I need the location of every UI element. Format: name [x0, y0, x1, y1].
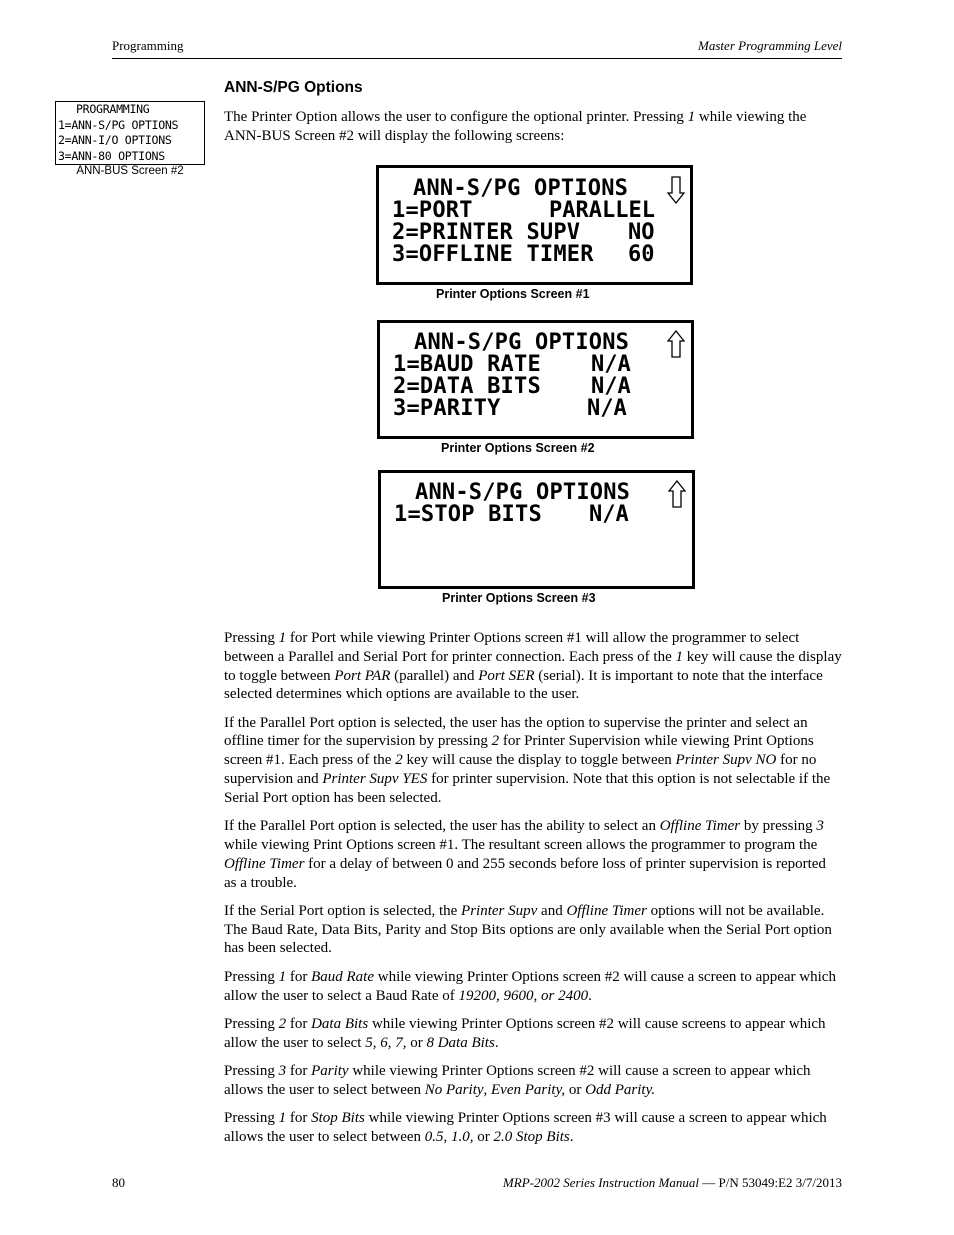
- text-run: while viewing Printer Options screen #2 will cause screens to appear which allow the user to select: [224, 1015, 826, 1051]
- side-lcd-line: 1=ANN-S/PG OPTIONS: [58, 117, 179, 132]
- text-run: Stop Bits: [311, 1110, 365, 1127]
- text-run: .: [569, 1128, 574, 1145]
- screen-2-caption: Printer Options Screen #2: [441, 441, 595, 455]
- text-run: Pressing: [224, 630, 279, 646]
- menu-row-label: 3=OFFLINE TIMER: [392, 242, 594, 267]
- text-run: by pressing: [740, 818, 817, 835]
- text-run: Port SER: [478, 667, 535, 684]
- menu-row-value: N/A: [587, 396, 627, 421]
- text-run: If the Serial Port option is selected, the: [224, 902, 462, 919]
- text-run: Port PAR: [334, 667, 391, 684]
- menu-row-label: 3=PARITY: [393, 396, 501, 421]
- text-run: 2: [491, 733, 500, 750]
- text-run: 19200, 9600, or 2400: [458, 987, 589, 1004]
- menu-row-label: 1=BAUD RATE: [393, 352, 541, 377]
- text-run: .: [494, 1034, 499, 1051]
- up-arrow-icon: [667, 330, 685, 358]
- footer-manual-info: [503, 1175, 842, 1191]
- text-run: for: [286, 1062, 312, 1079]
- text-run: Data Bits: [311, 1015, 369, 1032]
- text-run: 2: [278, 1015, 287, 1032]
- text-run: Pressing: [224, 1015, 279, 1032]
- text-run: for: [286, 968, 312, 985]
- text-run: 1: [278, 630, 287, 646]
- text-run: Parity: [311, 1062, 349, 1079]
- paragraph: [224, 1062, 842, 1100]
- section-title: ANN-S/PG Options: [224, 79, 363, 96]
- text-run: Baud Rate: [311, 968, 374, 985]
- text-run: ,: [443, 1128, 452, 1145]
- text-run: for printer supervision. Note that this option is not selectable if the Serial Port option has been selected.: [224, 771, 831, 806]
- paragraph: [224, 902, 842, 958]
- part-number: — P/N 53049:E2 3/7/2013: [698, 1175, 842, 1190]
- screen-title: ANN-S/PG OPTIONS: [414, 330, 630, 355]
- paragraph: [224, 968, 842, 1006]
- text-run: 1: [687, 109, 696, 125]
- text-run: If the Parallel Port option is selected, the user has the ability to select an: [224, 818, 660, 835]
- side-lcd-line: 3=ANN-80 OPTIONS: [58, 148, 165, 163]
- text-run: The Printer Option allows the user to configure the optional printer. Pressing: [224, 109, 688, 125]
- down-arrow-icon: [667, 176, 685, 204]
- side-lcd-screen: [55, 101, 205, 165]
- running-header-left: Programming: [112, 38, 184, 53]
- screen-title: ANN-S/PG OPTIONS: [413, 176, 629, 201]
- text-run: while viewing Printer Options screen #3 will cause a screen to appear which allows the user to select between: [224, 1110, 827, 1145]
- screen-1-caption: Printer Options Screen #1: [436, 287, 590, 301]
- menu-row-value: PARALLEL: [549, 198, 655, 223]
- text-run: Printer Supv YES: [322, 771, 428, 788]
- text-run: or: [473, 1128, 494, 1145]
- paragraph: [224, 714, 842, 808]
- text-run: 8 Data Bits: [426, 1034, 495, 1051]
- text-run: 3: [816, 818, 824, 835]
- paragraph: [224, 1109, 842, 1147]
- text-run: Printer Supv NO: [675, 752, 777, 769]
- text-run: 2.0 Stop Bits: [493, 1128, 570, 1145]
- text-run: for: [286, 1110, 312, 1127]
- text-run: No Parity: [424, 1081, 484, 1098]
- text-run: Pressing: [224, 1062, 279, 1079]
- running-header-right: Master Programming Level: [698, 38, 842, 53]
- text-run: (parallel) and: [390, 667, 479, 684]
- menu-row-value: N/A: [589, 502, 629, 527]
- text-run: while viewing Print Options screen #1. The resultant screen allows the programmer to program the: [224, 836, 818, 853]
- text-run: for Printer Supervision while viewing Print Options screen #1. Each press of the: [224, 733, 814, 769]
- side-lcd-line: 2=ANN-I/O OPTIONS: [58, 133, 172, 147]
- text-run: ,: [483, 1081, 492, 1098]
- text-run: while viewing the ANN-BUS Screen #2 will display the following screens:: [224, 109, 807, 144]
- text-run: 1: [675, 648, 684, 665]
- text-run: Offline Timer: [566, 902, 647, 919]
- text-run: for: [286, 1015, 312, 1032]
- text-run: key will cause the display to toggle between: [402, 752, 676, 769]
- header-rule: [112, 58, 842, 59]
- text-run: while viewing Printer Options screen #2 will cause a screen to appear which allow the user to select a Baud Rate of: [224, 968, 836, 1004]
- text-run: for Port while viewing Printer Options screen #1 will allow the programmer to select between a Parallel and Serial Port for printer connection. Each press of the: [224, 630, 800, 665]
- menu-row-value: NO: [628, 220, 655, 245]
- manual-title: MRP-2002 Series Instruction Manual: [502, 1175, 699, 1190]
- intro-paragraph: [224, 108, 842, 146]
- text-run: for a delay of between 0 and 255 seconds before loss of printer supervision is reported as a trouble.: [224, 855, 826, 891]
- text-run: options will not be available. The Baud Rate, Data Bits, Parity and Stop Bits options are only available when the Serial Port option has been selected.: [224, 902, 832, 957]
- text-run: Pressing: [224, 968, 279, 985]
- printer-options-screen-3: [378, 470, 695, 589]
- page-number: 80: [112, 1175, 125, 1190]
- body-text: [224, 629, 842, 1156]
- text-run: 1: [278, 1110, 287, 1127]
- text-run: Offline Timer: [659, 818, 741, 835]
- printer-options-screen-1: [376, 165, 693, 285]
- text-run: 5, 6, 7,: [365, 1034, 407, 1051]
- text-run: or: [565, 1081, 586, 1098]
- text-run: 3: [278, 1062, 287, 1079]
- text-run: 1: [278, 968, 287, 985]
- text-run: 1.0,: [451, 1128, 474, 1145]
- menu-row-label: 2=PRINTER SUPV: [392, 220, 581, 245]
- screen-title: ANN-S/PG OPTIONS: [415, 480, 631, 505]
- text-run: and: [537, 902, 567, 919]
- text-run: 2: [395, 752, 403, 769]
- up-arrow-icon: [668, 480, 686, 508]
- text-run: 0.5: [424, 1128, 444, 1145]
- text-run: Printer Supv: [461, 902, 538, 919]
- paragraph: [224, 817, 842, 892]
- menu-row-label: 1=PORT: [392, 198, 473, 223]
- menu-row-value: 60: [628, 242, 655, 267]
- menu-row-label: 2=DATA BITS: [393, 374, 541, 399]
- text-run: Pressing: [224, 1110, 279, 1127]
- text-run: .: [588, 987, 592, 1004]
- text-run: while viewing Printer Options screen #2 will cause a screen to appear which allows the user to select between: [224, 1062, 811, 1098]
- text-run: for no supervision and: [224, 752, 817, 788]
- printer-options-screen-2: [377, 320, 694, 439]
- side-screen-caption: ANN-BUS Screen #2: [76, 165, 184, 177]
- text-run: or: [406, 1034, 427, 1051]
- text-run: (serial). It is important to note that the interface selected determines which options are available to the user.: [224, 667, 823, 703]
- screen-3-caption: Printer Options Screen #3: [442, 591, 596, 605]
- menu-row-label: 1=STOP BITS: [394, 502, 542, 527]
- text-run: key will cause the display to toggle between: [224, 648, 842, 684]
- paragraph: [224, 1015, 842, 1053]
- text-run: Offline Timer: [224, 855, 305, 872]
- menu-row-value: N/A: [591, 352, 631, 377]
- paragraph: [224, 629, 842, 704]
- text-run: Odd Parity.: [585, 1081, 656, 1098]
- text-run: If the Parallel Port option is selected, the user has the option to supervise the printer and select an offline timer for the supervision by pressing: [224, 714, 808, 750]
- menu-row-value: N/A: [591, 374, 631, 399]
- text-run: Even Parity,: [491, 1081, 566, 1098]
- side-lcd-line: PROGRAMMING: [76, 102, 150, 116]
